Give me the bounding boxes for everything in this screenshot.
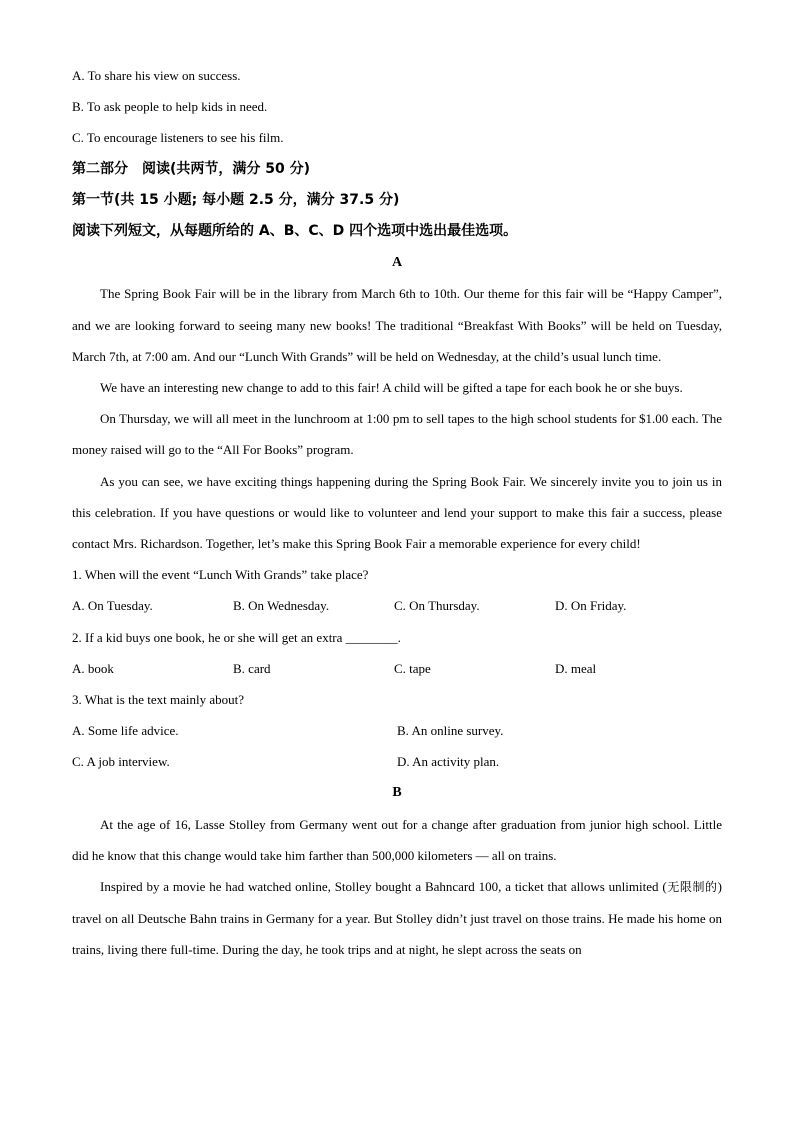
question-3-option-c: C. A job interview. [72,754,170,770]
question-2-options [72,653,722,684]
question-1-stem: 1. When will the event “Lunch With Grands” take place? [72,567,369,583]
question-2-option-b: B. card [233,660,271,676]
question-1-option-c: C. On Thursday. [394,598,480,614]
question-1-option-a: A. On Tuesday. [72,598,153,614]
question-1-options [72,590,722,621]
passage-a-paragraph: As you can see, we have exciting things happening during the Spring Book Fair. We sincerely invite you to join us in this celebration. If you have questions or would like to volunteer and lend your support to make this fair a success, please contact Mrs. Richardson. Together, let’s make this Spring Book Fair a memorable experience for every child! [72,473,722,551]
instruction: 阅读下列短文，从每题所给的 A、B、C、D 四个选项中选出最佳选项。 [72,222,518,239]
question-3-option-b: B. An online survey. [397,723,504,739]
passage-b-text: ) travel on all Deutsche Bahn trains in Germany for a year. But Stolley didn’t just travel on those trains. He made his home on trains, living there full-time. During the day, he took trips and at night, he slept across the seats on [72,879,722,958]
passage-a-label: A [391,255,403,271]
passage-b-text: Inspired by a movie he had watched online, Stolley bought a Bahncard 100, a ticket that allows unlimited ( [100,879,667,895]
question-2-option-d: D. meal [555,660,597,676]
passage-a-paragraph: We have an interesting new change to add to this fair! A child will be gifted a tape for each book he or she buys. [100,379,683,395]
passage-b-paragraph: At the age of 16, Lasse Stolley from Germany went out for a change after graduation from junior high school. Little did he know that this change would take him farther than 500,000 kilometers — all on trains. [72,816,722,863]
question-3-option-d: D. An activity plan. [397,754,500,770]
question-2-option-c: C. tape [394,660,431,676]
question-3-options-row-2 [72,746,722,777]
question-3-option-a: A. Some life advice. [72,723,179,739]
question-1-option-d: D. On Friday. [555,598,627,614]
passage-b-chinese-gloss: 无限制的 [666,880,718,895]
question-1-option-b: B. On Wednesday. [233,598,330,614]
exam-page [72,60,722,966]
prev-option-c: C. To encourage listeners to see his film. [72,130,284,146]
passage-b-paragraph [72,871,722,966]
part-heading: 第二部分 阅读(共两节，满分 50 分) [72,160,311,177]
section-heading: 第一节(共 15 小题; 每小题 2.5 分，满分 37.5 分) [72,191,400,208]
question-2-stem: 2. If a kid buys one book, he or she will get an extra ________. [72,629,401,645]
prev-option-a: A. To share his view on success. [72,68,241,83]
question-3-options-row-1 [72,715,722,746]
prev-option-b: B. To ask people to help kids in need. [72,99,268,115]
passage-b-label: B [392,785,402,801]
passage-a-paragraph: The Spring Book Fair will be in the library from March 6th to 10th. Our theme for this fair will be “Happy Camper”, and we are looking forward to seeing many new books! The traditional “Breakfast With Books” will be held on Tuesday, March 7th, at 7:00 am. And our “Lunch With Grands” will be held on Wednesday, at the child’s usual lunch time. [72,286,722,364]
passage-a-paragraph: On Thursday, we will all meet in the lunchroom at 1:00 pm to sell tapes to the high school students for $1.00 each. The money raised will go to the “All For Books” program. [72,411,722,458]
question-3-stem: 3. What is the text mainly about? [72,691,244,707]
question-2-option-a: A. book [72,660,114,676]
